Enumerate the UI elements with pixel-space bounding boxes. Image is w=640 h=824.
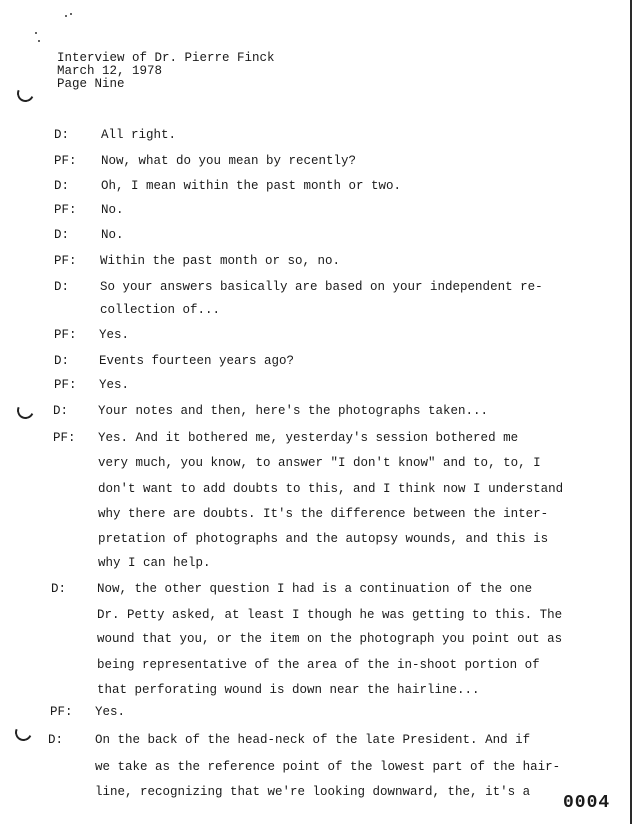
punch-hole-middle <box>15 400 37 422</box>
document-header <box>57 52 275 91</box>
transcript-line: Yes. <box>99 378 130 392</box>
speaker-label: PF: <box>54 378 77 392</box>
page-edge-line <box>630 0 632 824</box>
punch-hole-bottom <box>13 722 35 744</box>
scan-specks <box>30 10 80 50</box>
transcript-line: why I can help. <box>98 556 211 570</box>
transcript-line: Yes. <box>95 705 126 719</box>
transcript-line: So your answers basically are based on your independent re- <box>100 280 543 294</box>
transcript-line: wound that you, or the item on the photograph you point out as <box>97 632 563 646</box>
transcript-line: collection of... <box>100 303 221 317</box>
transcript-line: we take as the reference point of the lowest part of the hair- <box>95 760 561 774</box>
header-date: March 12, 1978 <box>57 64 163 78</box>
transcript-line: that perforating wound is down near the hairline... <box>97 683 480 697</box>
header-page-label: Page Nine <box>57 77 125 91</box>
transcript-line: Events fourteen years ago? <box>99 354 295 368</box>
transcript-line: No. <box>101 203 124 217</box>
speaker-label: PF: <box>54 328 77 342</box>
speaker-label: D: <box>53 404 69 418</box>
transcript-line: Now, what do you mean by recently? <box>101 154 357 168</box>
transcript-line: don't want to add doubts to this, and I think now I understand <box>98 482 564 496</box>
speaker-label: D: <box>48 733 64 747</box>
header-interview-title: Interview of Dr. Pierre Finck <box>57 51 275 65</box>
transcript-line: line, recognizing that we're looking downward, the, it's a <box>95 785 531 799</box>
speaker-label: PF: <box>54 254 77 268</box>
speaker-label: D: <box>54 354 70 368</box>
speaker-label: PF: <box>54 203 77 217</box>
transcript-line: very much, you know, to answer "I don't know" and to, to, I <box>98 456 541 470</box>
speaker-label: D: <box>51 582 67 596</box>
punch-hole-top <box>15 83 37 105</box>
speaker-label: D: <box>54 280 70 294</box>
speaker-label: D: <box>54 179 70 193</box>
transcript-line: Your notes and then, here's the photographs taken... <box>98 404 489 418</box>
transcript-line: Now, the other question I had is a continuation of the one <box>97 582 533 596</box>
transcript-line: Oh, I mean within the past month or two. <box>101 179 402 193</box>
speaker-label: PF: <box>50 705 73 719</box>
transcript-line: Dr. Petty asked, at least I though he was getting to this. The <box>97 608 563 622</box>
transcript-line: why there are doubts. It's the difference between the inter- <box>98 507 549 521</box>
transcript-line: No. <box>101 228 124 242</box>
speaker-label: D: <box>54 228 70 242</box>
transcript-line: All right. <box>101 128 177 142</box>
transcript-line: Yes. <box>99 328 130 342</box>
speaker-label: PF: <box>54 154 77 168</box>
speaker-label: D: <box>54 128 70 142</box>
transcript-line: Yes. And it bothered me, yesterday's session bothered me <box>98 431 519 445</box>
transcript-line: pretation of photographs and the autopsy wounds, and this is <box>98 532 549 546</box>
transcript-line: Within the past month or so, no. <box>100 254 341 268</box>
transcript-line: being representative of the area of the in-shoot portion of <box>97 658 540 672</box>
transcript-line: On the back of the head-neck of the late President. And if <box>95 733 531 747</box>
speaker-label: PF: <box>53 431 76 445</box>
page-number: 0004 <box>563 793 611 813</box>
